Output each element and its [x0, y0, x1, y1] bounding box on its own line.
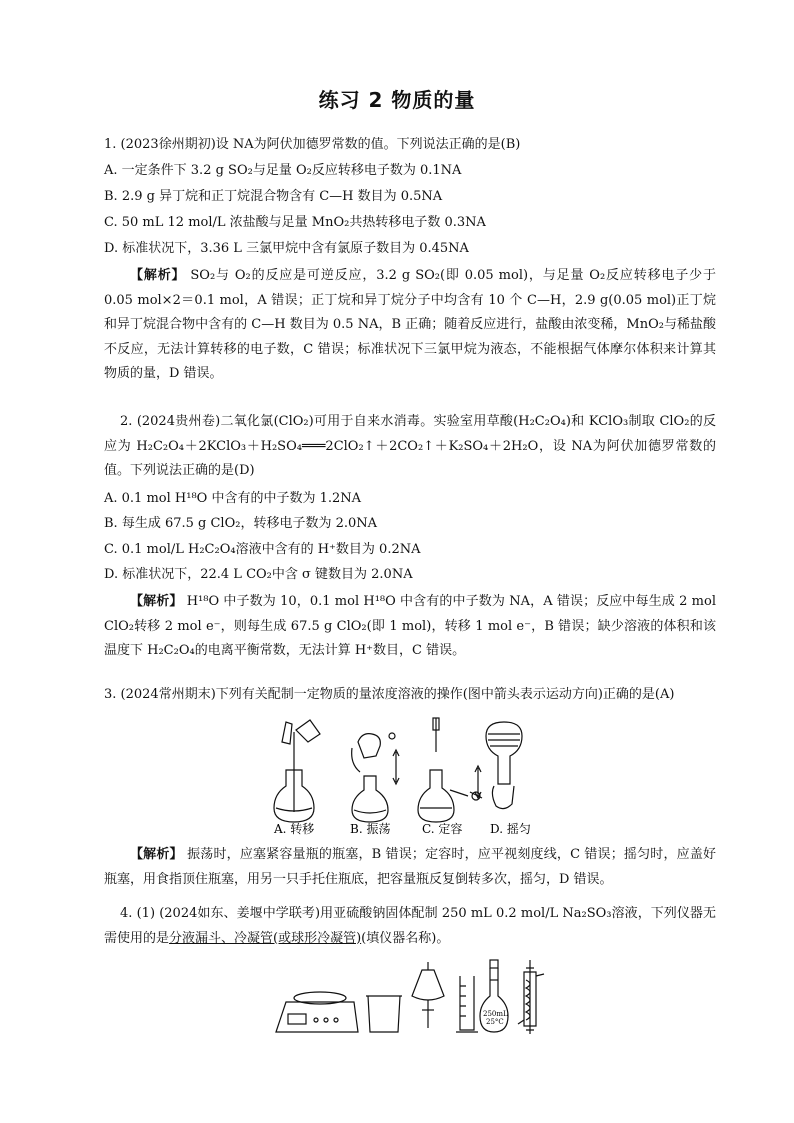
beaker-icon — [366, 996, 402, 1032]
q1-analysis — [104, 264, 716, 387]
q2-option-a: A. 0.1 mol H¹⁸O 中含有的中子数为 1.2NA — [104, 491, 362, 506]
q2-option-b: B. 每生成 67.5 g ClO₂，转移电子数为 2.0NA — [104, 516, 378, 531]
figure-label-a: A. 转移 — [274, 822, 315, 836]
page-title: 练习 2 物质的量 — [318, 88, 476, 112]
q1-option-d: D. 标准状况下，3.36 L 三氯甲烷中含有氯原子数目为 0.45NA — [104, 241, 469, 256]
q1-option-c: C. 50 mL 12 mol/L 浓盐酸与足量 MnO₂共热转移电子数 0.3NA — [104, 215, 486, 230]
analysis-tag: 【解析】 — [130, 268, 186, 283]
balance-icon — [276, 992, 358, 1032]
figure-label-b: B. 振荡 — [350, 822, 391, 836]
q4-answer: 分液漏斗、冷凝管(或球形冷凝管) — [169, 930, 362, 946]
separatory-funnel-icon — [412, 962, 444, 1028]
analysis-text: H¹⁸O 中子数为 10，0.1 mol H¹⁸O 中含有的中子数为 NA，A 错误；反应中每生成 2 mol ClO₂转移 2 mol e⁻，则每生成 67.5 g ClO₂(即 1 mol)，转移 1 mol e⁻，B 错误；缺少溶液的体积和该温度下 H₂C₂O₄的电离平衡常数，无法计算 H⁺数目，C 错误。 — [104, 594, 716, 658]
condenser-icon — [518, 960, 544, 1034]
q3-figure — [272, 712, 532, 836]
q1-stem: 1. (2023徐州期初)设 NA为阿伏加德罗常数的值。下列说法正确的是(B) — [104, 137, 521, 152]
q1-option-a: A. 一定条件下 3.2 g SO₂与足量 O₂反应转移电子数为 0.1NA — [104, 163, 462, 178]
flask-label-volume: 250mL — [483, 1010, 508, 1018]
figure-label-c: C. 定容 — [422, 822, 463, 836]
analysis-tag: 【解析】 — [130, 847, 183, 862]
q3-stem: 3. (2024常州期末)下列有关配制一定物质的量浓度溶液的操作(图中箭头表示运动方向)正确的是(A) — [104, 687, 675, 702]
analysis-text: 振荡时，应塞紧容量瓶的瓶塞，B 错误；定容时，应平视刻度线，C 错误；摇匀时，应盖好瓶塞，用食指顶住瓶塞，用另一只手托住瓶底，把容量瓶反复倒转多次，摇匀，D 错误。 — [104, 847, 717, 887]
flask-a-icon — [274, 720, 320, 822]
q2-option-c: C. 0.1 mol/L H₂C₂O₄溶液中含有的 H⁺数目为 0.2NA — [104, 542, 421, 557]
q2-analysis — [104, 590, 716, 664]
analysis-tag: 【解析】 — [130, 594, 183, 609]
q2-option-d: D. 标准状况下，22.4 L CO₂中含 σ 键数目为 2.0NA — [104, 567, 413, 582]
flask-label-temperature: 25°C — [486, 1018, 504, 1026]
q3-analysis — [104, 843, 716, 892]
flask-d-icon — [475, 722, 522, 809]
analysis-text: SO₂与 O₂的反应是可逆反应，3.2 g SO₂(即 0.05 mol)，与足量 O₂反应转移电子少于 0.05 mol×2＝0.1 mol，A 错误；正丁烷和异丁烷分子中均含有 10 个 C—H，2.9 g(0.05 mol)正丁烷和异丁烷混合物中含有的 C—H 数目为 0.5 NA，B 正确；随着反应进行，盐酸由浓变稀，MnO₂与稀盐酸不反应，无法计算转移的电子数，C 错误；标准状况下三氯甲烷为液态，不能根据气体摩尔体积来计算其物质的量，D 错误。 — [104, 268, 716, 381]
q1-option-b: B. 2.9 g 异丁烷和正丁烷混合物含有 C—H 数目为 0.5NA — [104, 189, 443, 204]
flask-c-icon — [418, 718, 482, 822]
q4-instruments-figure — [274, 958, 554, 1038]
flask-b-icon — [352, 733, 399, 822]
figure-label-d: D. 摇匀 — [490, 822, 531, 836]
graduated-cylinder-icon — [456, 976, 478, 1032]
q2-stem: 2. (2024贵州卷)二氧化氯(ClO₂)可用于自来水消毒。实验室用草酸(H₂C₂O₄)和 KClO₃制取 ClO₂的反应为 H₂C₂O₄＋2KClO₃＋H₂SO₄═══2ClO₂↑＋2CO₂↑＋K₂SO₄＋2H₂O，设 NA为阿伏加德罗常数的值。下列说法正确的是(D) — [104, 414, 716, 478]
q4-stem: 4. (1) (2024如东、姜堰中学联考)用亚硫酸钠固体配制 250 mL 0.2 mol/L Na₂SO₃溶液，下列仪器无需使用的是分液漏斗、冷凝管(或球形冷凝管)(填仪器名称)。 — [104, 906, 716, 946]
